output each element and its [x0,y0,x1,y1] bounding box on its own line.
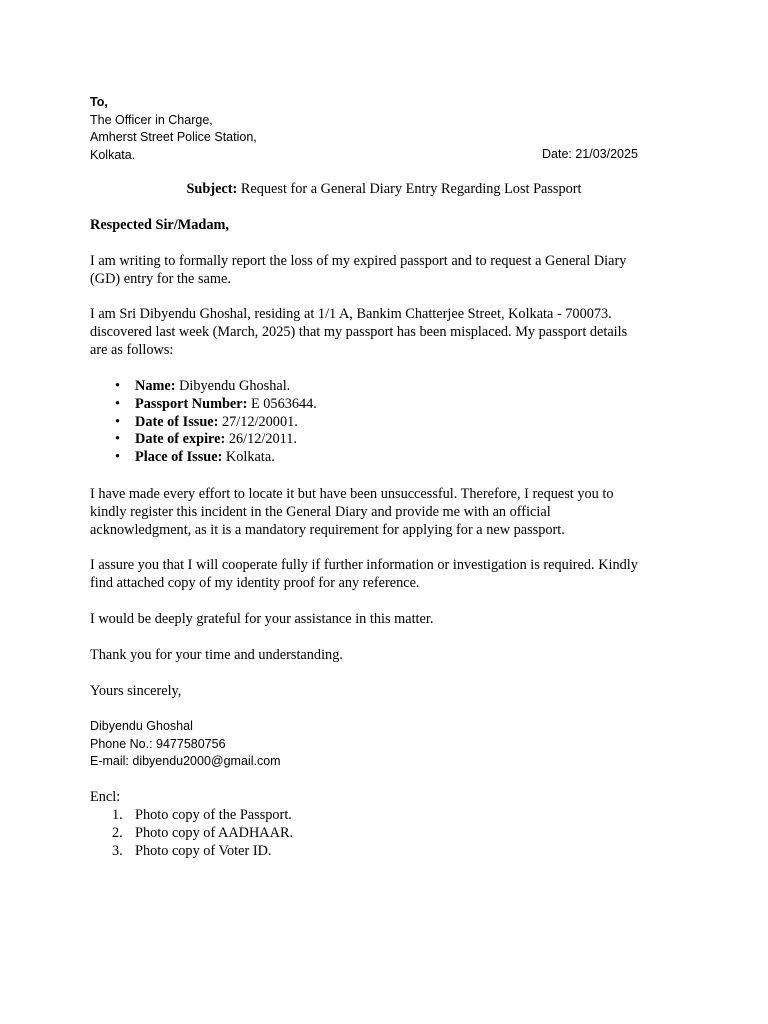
list-item [90,449,650,467]
paragraph-gratitude: I would be deeply grateful for your assistance in this matter. [90,611,434,627]
detail-label: Date of expire: [135,431,226,448]
list-number: 3. [112,842,123,859]
detail-value: E 0563644. [247,395,317,412]
list-item [90,378,650,396]
bullet-icon: • [115,431,121,448]
list-number: 2. [112,824,123,841]
detail-value: Kolkata. [222,449,275,466]
paragraph-request [90,486,680,539]
list-item [90,396,650,414]
paragraph-line: discovered last week (March, 2025) that my passport has been misplaced. My passport details [90,323,628,340]
paragraph-line: acknowledgment, as it is a mandatory requirement for applying for a new passport. [90,521,565,538]
detail-value: 27/12/20001. [218,413,298,430]
list-item [90,843,590,861]
enclosure-text: Photo copy of Voter ID. [135,842,272,859]
greeting: Respected Sir/Madam, [90,217,229,233]
list-item [90,414,650,432]
recipient-line-3: Kolkata. [90,147,136,162]
to-label: To, [90,95,108,109]
detail-value: Dibyendu Ghoshal. [175,378,291,394]
paragraph-identity [90,306,680,359]
list-item [90,431,650,449]
paragraph-assurance [90,557,680,593]
signature-name: Dibyendu Ghoshal [90,719,193,733]
passport-details-list [90,378,650,467]
signature-email: E-mail: dibyendu2000@gmail.com [90,754,281,768]
bullet-icon: • [115,378,121,394]
subject-text: Request for a General Diary Entry Regarding Lost Passport [237,181,582,197]
enclosures-label: Encl: [90,789,121,805]
recipient-line-1: The Officer in Charge, [90,112,213,127]
bullet-icon: • [115,449,121,466]
paragraph-thanks: Thank you for your time and understanding. [90,647,343,663]
detail-label: Date of Issue: [135,413,219,430]
detail-label: Place of Issue: [135,449,223,466]
list-number: 1. [112,807,123,823]
list-item [90,807,590,825]
recipient-line-2: Amherst Street Police Station, [90,130,257,144]
bullet-icon: • [115,395,121,412]
bullet-icon: • [115,413,121,430]
paragraph-intro [90,253,680,289]
enclosure-text: Photo copy of the Passport. [135,807,292,823]
detail-label: Name: [135,378,176,394]
paragraph-line: (GD) entry for the same. [90,270,231,287]
detail-value: 26/12/2011. [225,431,297,448]
closing: Yours sincerely, [90,683,182,699]
list-item [90,825,590,843]
signature-phone: Phone No.: 9477580756 [90,736,226,751]
enclosures-list [90,807,590,860]
letter-date: Date: 21/03/2025 [542,147,638,161]
paragraph-line: I assure you that I will cooperate fully if further information or investigation is required. Kindly [90,557,638,573]
subject-label: Subject: [186,181,238,197]
paragraph-line: kindly register this incident in the General Diary and provide me with an official [90,503,551,520]
signature-block [90,718,680,771]
subject-line [0,181,768,199]
enclosure-text: Photo copy of AADHAAR. [135,824,294,841]
paragraph-line: I have made every effort to locate it but have been unsuccessful. Therefore, I request you to [90,486,614,502]
paragraph-line: find attached copy of my identity proof for any reference. [90,574,420,591]
paragraph-line: are as follows: [90,341,174,358]
paragraph-line: I am writing to formally report the loss of my expired passport and to request a General Diary [90,253,627,269]
paragraph-line: I am Sri Dibyendu Ghoshal, residing at 1/1 A, Bankim Chatterjee Street, Kolkata - 700073. [90,306,612,322]
detail-label: Passport Number: [135,395,248,412]
